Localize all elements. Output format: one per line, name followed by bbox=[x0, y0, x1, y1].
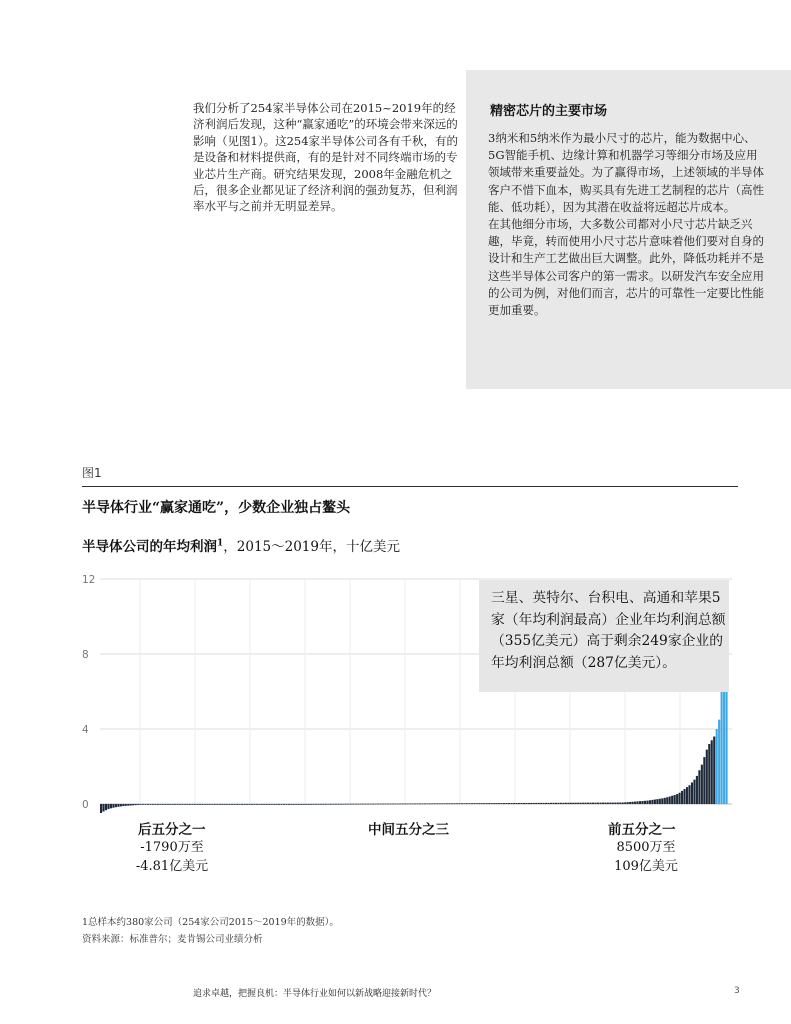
company-bar bbox=[538, 803, 540, 804]
top5-company-bar bbox=[721, 677, 723, 805]
company-bar bbox=[498, 803, 500, 804]
company-bar bbox=[587, 803, 589, 804]
company-bar bbox=[666, 797, 668, 804]
top-range-line2: 109亿美元 bbox=[614, 859, 678, 874]
company-bar bbox=[619, 803, 621, 804]
company-bar bbox=[107, 804, 109, 809]
company-bar bbox=[478, 803, 480, 804]
figure-rule bbox=[82, 486, 738, 487]
company-bar bbox=[679, 793, 681, 804]
company-bar bbox=[196, 804, 198, 805]
company-bar bbox=[634, 802, 636, 804]
company-bar bbox=[543, 803, 545, 804]
chart-subtitle-bold: 半导体公司的年均利润 bbox=[82, 539, 217, 555]
company-bar bbox=[374, 804, 376, 805]
company-bar bbox=[454, 803, 456, 804]
sidebar-box bbox=[466, 70, 791, 389]
company-bar bbox=[414, 803, 416, 804]
company-bar bbox=[216, 804, 218, 805]
company-bar bbox=[206, 804, 208, 805]
company-bar bbox=[167, 804, 169, 805]
company-bar bbox=[194, 804, 196, 805]
company-bar bbox=[342, 804, 344, 805]
company-bar bbox=[189, 804, 191, 805]
company-bar bbox=[518, 803, 520, 804]
footnote-1: 1总样本约380家公司（254家公司2015～2019年的数据）。 bbox=[82, 917, 339, 928]
company-bar bbox=[510, 803, 512, 804]
company-bar bbox=[345, 804, 347, 805]
company-bar bbox=[125, 804, 127, 806]
company-bar bbox=[224, 804, 226, 805]
company-bar bbox=[466, 803, 468, 804]
company-bar bbox=[488, 803, 490, 804]
company-bar bbox=[580, 803, 582, 804]
top-range-line1: 8500万至 bbox=[616, 840, 676, 855]
company-bar bbox=[501, 803, 503, 804]
company-bar bbox=[130, 804, 132, 806]
company-bar bbox=[112, 804, 114, 808]
company-bar bbox=[562, 803, 564, 804]
company-bar bbox=[669, 797, 671, 805]
company-bar bbox=[528, 803, 530, 804]
company-bar bbox=[219, 804, 221, 805]
company-bar bbox=[434, 803, 436, 804]
company-bar bbox=[140, 804, 142, 805]
company-bar bbox=[639, 801, 641, 804]
company-bar bbox=[387, 804, 389, 805]
company-bar bbox=[300, 804, 302, 805]
chart-subtitle-footnote: 1 bbox=[217, 538, 224, 549]
top5-company-bar bbox=[716, 729, 718, 804]
bottom-range-line2: -4.81亿美元 bbox=[135, 859, 209, 874]
chart-subtitle bbox=[82, 535, 400, 555]
company-bar bbox=[238, 804, 240, 805]
company-bar bbox=[340, 804, 342, 805]
company-bar bbox=[649, 800, 651, 804]
company-bar bbox=[701, 765, 703, 804]
company-bar bbox=[357, 804, 359, 805]
company-bar bbox=[102, 804, 104, 812]
company-bar bbox=[201, 804, 203, 805]
top-quintile-range bbox=[594, 838, 698, 876]
company-bar bbox=[199, 804, 201, 805]
company-bar bbox=[325, 804, 327, 805]
bottom-range-line1: -1790万至 bbox=[140, 840, 204, 855]
company-bar bbox=[617, 803, 619, 804]
company-bar bbox=[243, 804, 245, 805]
company-bar bbox=[540, 803, 542, 804]
company-bar bbox=[214, 804, 216, 805]
company-bar bbox=[681, 791, 683, 804]
company-bar bbox=[271, 804, 273, 805]
company-bar bbox=[283, 804, 285, 805]
figure-label: 图1 bbox=[82, 466, 102, 480]
company-bar bbox=[686, 787, 688, 804]
company-bar bbox=[360, 804, 362, 805]
company-bar bbox=[552, 803, 554, 804]
company-bar bbox=[394, 804, 396, 805]
company-bar bbox=[585, 803, 587, 804]
company-bar bbox=[384, 804, 386, 805]
company-bar bbox=[444, 803, 446, 804]
company-bar bbox=[703, 757, 705, 804]
footer-title: 追求卓越，把握良机：半导体行业如何以新战略迎接新时代？ bbox=[193, 989, 437, 999]
company-bar bbox=[389, 804, 391, 805]
company-bar bbox=[659, 799, 661, 804]
company-bar bbox=[599, 803, 601, 804]
chart-subtitle-rest: ，2015～2019年，十亿美元 bbox=[223, 539, 400, 555]
company-bar bbox=[609, 803, 611, 804]
company-bar bbox=[456, 803, 458, 804]
company-bar bbox=[493, 803, 495, 804]
top5-company-bar bbox=[718, 720, 720, 804]
company-bar bbox=[439, 803, 441, 804]
company-bar bbox=[184, 804, 186, 805]
company-bar bbox=[661, 798, 663, 804]
company-bar bbox=[629, 802, 631, 804]
company-bar bbox=[476, 803, 478, 804]
company-bar bbox=[684, 789, 686, 804]
company-bar bbox=[258, 804, 260, 805]
company-bar bbox=[308, 804, 310, 805]
company-bar bbox=[713, 737, 715, 805]
company-bar bbox=[110, 804, 112, 808]
company-bar bbox=[446, 803, 448, 804]
page-number: 3 bbox=[734, 986, 740, 996]
company-bar bbox=[174, 804, 176, 805]
company-bar bbox=[548, 803, 550, 804]
company-bar bbox=[204, 804, 206, 805]
company-bar bbox=[533, 803, 535, 804]
company-bar bbox=[419, 803, 421, 804]
top-quintile-label: 前五分之一 bbox=[608, 822, 676, 838]
y-tick-label: 4 bbox=[82, 724, 89, 736]
company-bar bbox=[481, 803, 483, 804]
company-bar bbox=[607, 803, 609, 804]
company-bar bbox=[147, 804, 149, 805]
company-bar bbox=[671, 796, 673, 804]
company-bar bbox=[310, 804, 312, 805]
company-bar bbox=[520, 803, 522, 804]
company-bar bbox=[276, 804, 278, 805]
company-bar bbox=[693, 780, 695, 804]
company-bar bbox=[221, 804, 223, 805]
company-bar bbox=[449, 803, 451, 804]
company-bar bbox=[337, 804, 339, 805]
company-bar bbox=[409, 804, 411, 805]
company-bar bbox=[590, 803, 592, 804]
company-bar bbox=[674, 795, 676, 804]
company-bar bbox=[335, 804, 337, 805]
company-bar bbox=[154, 804, 156, 805]
company-bar bbox=[164, 804, 166, 805]
company-bar bbox=[182, 804, 184, 805]
company-bar bbox=[162, 804, 164, 805]
company-bar bbox=[266, 804, 268, 805]
company-bar bbox=[656, 799, 658, 804]
company-bar bbox=[209, 804, 211, 805]
company-bar bbox=[278, 804, 280, 805]
company-bar bbox=[513, 803, 515, 804]
sidebar-paragraph-2: 在其他细分市场，大多数公司都对小尺寸芯片缺乏兴趣，毕竟，转而使用小尺寸芯片意味着他们要对自身的设计和生产工艺做出巨大调整。此外，降低功耗并不是这些半导体公司客户的第一需求。以研发汽车安全应用的公司为例，对他们而言，芯片的可靠性一定要比性能更加重要。 bbox=[488, 217, 764, 318]
company-bar bbox=[241, 804, 243, 805]
y-tick-label: 12 bbox=[82, 574, 96, 586]
company-bar bbox=[463, 803, 465, 804]
company-bar bbox=[142, 804, 144, 805]
company-bar bbox=[263, 804, 265, 805]
company-bar bbox=[122, 804, 124, 806]
company-bar bbox=[159, 804, 161, 805]
company-bar bbox=[404, 804, 406, 805]
y-tick-label: 8 bbox=[82, 649, 89, 661]
company-bar bbox=[253, 804, 255, 805]
company-bar bbox=[127, 804, 129, 806]
company-bar bbox=[372, 804, 374, 805]
company-bar bbox=[523, 803, 525, 804]
company-bar bbox=[582, 803, 584, 804]
company-bar bbox=[646, 801, 648, 804]
company-bar bbox=[313, 804, 315, 805]
company-bar bbox=[115, 804, 117, 807]
company-bar bbox=[424, 803, 426, 804]
company-bar bbox=[347, 804, 349, 805]
company-bar bbox=[229, 804, 231, 805]
chart-title: 半导体行业“赢家通吃”，少数企业独占鳌头 bbox=[82, 500, 351, 516]
company-bar bbox=[575, 803, 577, 804]
company-bar bbox=[295, 804, 297, 805]
company-bar bbox=[651, 800, 653, 804]
company-bar bbox=[303, 804, 305, 805]
company-bar bbox=[560, 803, 562, 804]
company-bar bbox=[459, 803, 461, 804]
company-bar bbox=[315, 804, 317, 805]
company-bar bbox=[318, 804, 320, 805]
intro-paragraph: 我们分析了254家半导体公司在2015~2019年的经济利润后发现，这种“赢家通吃”的环境会带来深远的影响（见图1）。这254家半导体公司各有千秋，有的是设备和材料提供商，有的是针对不同终端市场的专业芯片生产商。研究结果发现，2008年金融危机之后，很多企业都见证了经济利润的强劲复苏，但利润率水平与之前并无明显差异。 bbox=[193, 101, 459, 214]
company-bar bbox=[305, 804, 307, 805]
company-bar bbox=[483, 803, 485, 804]
company-bar bbox=[172, 804, 174, 805]
company-bar bbox=[471, 803, 473, 804]
company-bar bbox=[486, 803, 488, 804]
y-tick-label: 0 bbox=[82, 799, 89, 811]
company-bar bbox=[491, 803, 493, 804]
sidebar-body bbox=[488, 130, 764, 319]
company-bar bbox=[402, 804, 404, 805]
company-bar bbox=[191, 804, 193, 805]
company-bar bbox=[461, 803, 463, 804]
company-bar bbox=[137, 804, 139, 805]
company-bar bbox=[261, 804, 263, 805]
company-bar bbox=[362, 804, 364, 805]
company-bar bbox=[572, 803, 574, 804]
company-bar bbox=[251, 804, 253, 805]
company-bar bbox=[412, 803, 414, 804]
company-bar bbox=[187, 804, 189, 805]
company-bar bbox=[632, 802, 634, 804]
company-bar bbox=[565, 803, 567, 804]
company-bar bbox=[290, 804, 292, 805]
company-bar bbox=[355, 804, 357, 805]
company-bar bbox=[627, 802, 629, 804]
company-bar bbox=[211, 804, 213, 805]
company-bar bbox=[436, 803, 438, 804]
company-bar bbox=[149, 804, 151, 805]
company-bar bbox=[545, 803, 547, 804]
company-bar bbox=[641, 801, 643, 804]
company-bar bbox=[377, 804, 379, 805]
company-bar bbox=[570, 803, 572, 804]
company-bar bbox=[117, 804, 119, 807]
company-bar bbox=[691, 782, 693, 804]
company-bar bbox=[234, 804, 236, 805]
company-bar bbox=[530, 803, 532, 804]
company-bar bbox=[451, 803, 453, 804]
company-bar bbox=[298, 804, 300, 805]
company-bar bbox=[515, 803, 517, 804]
company-bar bbox=[179, 804, 181, 805]
company-bar bbox=[177, 804, 179, 805]
company-bar bbox=[592, 803, 594, 804]
company-bar bbox=[323, 804, 325, 805]
company-bar bbox=[622, 803, 624, 804]
company-bar bbox=[567, 803, 569, 804]
company-bar bbox=[664, 798, 666, 804]
company-bar bbox=[273, 804, 275, 805]
middle-quintile-label: 中间五分之三 bbox=[368, 822, 449, 838]
company-bar bbox=[525, 803, 527, 804]
company-bar bbox=[503, 803, 505, 804]
company-bar bbox=[367, 804, 369, 805]
company-bar bbox=[135, 804, 137, 805]
company-bar bbox=[248, 804, 250, 805]
company-bar bbox=[604, 803, 606, 804]
footnote-source: 资料来源：标准普尔；麦肯锡公司业绩分析 bbox=[82, 934, 263, 945]
company-bar bbox=[169, 804, 171, 805]
company-bar bbox=[397, 804, 399, 805]
company-bar bbox=[508, 803, 510, 804]
company-bar bbox=[441, 803, 443, 804]
company-bar bbox=[105, 804, 107, 810]
company-bar bbox=[268, 804, 270, 805]
company-bar bbox=[676, 794, 678, 804]
bottom-quintile-range bbox=[120, 838, 224, 876]
company-bar bbox=[382, 804, 384, 805]
company-bar bbox=[426, 803, 428, 804]
company-bar bbox=[555, 803, 557, 804]
company-bar bbox=[473, 803, 475, 804]
company-bar bbox=[644, 801, 646, 804]
company-bar bbox=[602, 803, 604, 804]
company-bar bbox=[352, 804, 354, 805]
company-bar bbox=[505, 803, 507, 804]
callout-text: 三星、英特尔、台积电、高通和苹果5家（年均利润最高）企业年均利润总额（355亿美元）高于剩余249家企业的年均利润总额（287亿美元）。 bbox=[491, 590, 726, 671]
company-bar bbox=[431, 803, 433, 804]
company-bar bbox=[379, 804, 381, 805]
company-bar bbox=[350, 804, 352, 805]
company-bar bbox=[132, 804, 134, 805]
company-bar bbox=[711, 740, 713, 804]
company-bar bbox=[332, 804, 334, 805]
company-bar bbox=[100, 804, 102, 813]
company-bar bbox=[557, 803, 559, 804]
company-bar bbox=[392, 804, 394, 805]
company-bar bbox=[231, 804, 233, 805]
company-bar bbox=[285, 804, 287, 805]
company-bar bbox=[550, 803, 552, 804]
sidebar-paragraph-1: 3纳米和5纳米作为最小尺寸的芯片，能为数据中心、5G智能手机、边缘计算和机器学习等细分市场及应用领域带来重要益处。为了赢得市场，上述领域的半导体客户不惜下血本，购买具有先进工艺制程的芯片（高性能、低功耗），因为其潜在收益将远超芯片成本。 bbox=[488, 131, 764, 214]
company-bar bbox=[654, 800, 656, 805]
callout-box bbox=[479, 580, 729, 692]
company-bar bbox=[696, 776, 698, 804]
company-bar bbox=[421, 803, 423, 804]
company-bar bbox=[706, 750, 708, 804]
company-bar bbox=[236, 804, 238, 805]
company-bar bbox=[468, 803, 470, 804]
company-bar bbox=[597, 803, 599, 804]
company-bar bbox=[708, 744, 710, 804]
company-bar bbox=[577, 803, 579, 804]
company-bar bbox=[416, 803, 418, 804]
company-bar bbox=[496, 803, 498, 804]
company-bar bbox=[327, 804, 329, 805]
bottom-quintile-label: 后五分之一 bbox=[138, 822, 206, 838]
company-bar bbox=[614, 803, 616, 804]
company-bar bbox=[145, 804, 147, 805]
company-bar bbox=[612, 803, 614, 804]
company-bar bbox=[624, 802, 626, 804]
company-bar bbox=[370, 804, 372, 805]
company-bar bbox=[365, 804, 367, 805]
company-bar bbox=[320, 804, 322, 805]
company-bar bbox=[256, 804, 258, 805]
company-bar bbox=[330, 804, 332, 805]
company-bar bbox=[120, 804, 122, 806]
company-bar bbox=[226, 804, 228, 805]
company-bar bbox=[407, 804, 409, 805]
company-bar bbox=[280, 804, 282, 805]
sidebar-title: 精密芯片的主要市场 bbox=[490, 104, 608, 119]
company-bar bbox=[246, 804, 248, 805]
company-bar bbox=[288, 804, 290, 805]
company-bar bbox=[535, 803, 537, 804]
company-bar bbox=[688, 785, 690, 804]
company-bar bbox=[399, 804, 401, 805]
company-bar bbox=[157, 804, 159, 805]
company-bar bbox=[698, 770, 700, 804]
company-bar bbox=[594, 803, 596, 804]
company-bar bbox=[429, 803, 431, 804]
company-bar bbox=[637, 801, 639, 804]
company-bar bbox=[152, 804, 154, 805]
company-bar bbox=[293, 804, 295, 805]
